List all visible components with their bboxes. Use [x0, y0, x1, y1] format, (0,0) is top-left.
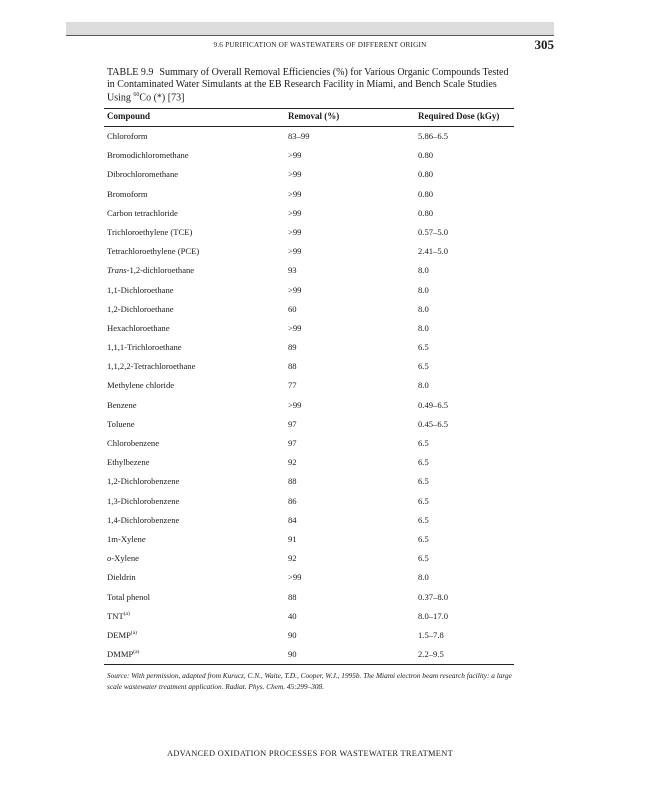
dose-cell: 8.0 [418, 265, 429, 276]
table-row [104, 244, 514, 263]
removal-cell: >99 [288, 188, 302, 199]
removal-cell: >99 [288, 399, 302, 410]
compound-cell [107, 476, 179, 486]
table-bottom-rule [104, 664, 514, 665]
table-row [104, 148, 514, 167]
compound-prefix: Trans [107, 265, 127, 276]
compound-name: Chlorobenzene [107, 438, 160, 448]
compound-cell [107, 342, 182, 352]
removal-cell: 91 [288, 533, 297, 544]
removal-cell: 90 [288, 649, 297, 660]
table-row [104, 494, 514, 513]
removal-cell: >99 [288, 207, 302, 218]
removal-cell: >99 [288, 169, 302, 180]
footnote-marker: (a) [133, 649, 140, 656]
compound-cell [107, 457, 149, 467]
dose-cell: 0.37–8.0 [418, 591, 449, 602]
compound-cell [107, 572, 136, 582]
dose-cell: 0.80 [418, 169, 434, 180]
compound-cell [107, 630, 137, 640]
compound-cell [107, 150, 189, 160]
table-row [104, 436, 514, 455]
compound-name: DEMP [107, 629, 131, 640]
table-row [104, 417, 514, 436]
table-row [104, 590, 514, 609]
isotope-mass: 60 [133, 92, 140, 98]
removal-cell: 93 [288, 265, 297, 276]
compound-name: Hexachloroethane [107, 322, 170, 333]
table-row [104, 321, 514, 340]
removal-cell: 92 [288, 553, 297, 564]
compound-cell [107, 380, 174, 390]
removal-cell: 83–99 [288, 131, 310, 141]
compound-cell [107, 400, 137, 410]
dose-cell: 6.5 [418, 553, 429, 564]
dose-cell: 6.5 [418, 361, 429, 372]
removal-cell: 89 [288, 342, 297, 353]
compound-name: Bromodichloromethane [107, 150, 189, 161]
table-row [104, 570, 514, 589]
dose-cell: 6.5 [418, 533, 429, 544]
compound-name: Benzene [107, 399, 137, 410]
running-footer: ADVANCED OXIDATION PROCESSES FOR WASTEWATER TREATMENT [166, 749, 453, 758]
compound-name: -Xylene [111, 553, 139, 564]
running-head: 9.6 PURIFICATION OF WASTEWATERS OF DIFFERENT ORIGIN [213, 41, 427, 49]
table-row [104, 378, 514, 397]
page-number: 305 [534, 37, 554, 52]
compound-cell [107, 534, 146, 544]
removal-cell: >99 [288, 572, 302, 583]
table-row [104, 225, 514, 244]
dose-cell: 6.5 [418, 476, 429, 487]
table-row [104, 283, 514, 302]
compound-name: Ethylbezene [107, 457, 150, 468]
compound-name: 1,1-Dichloroethane [107, 284, 174, 295]
dose-cell: 8.0 [418, 572, 429, 583]
compound-cell [107, 169, 178, 179]
table-row [104, 455, 514, 474]
compound-prefix: o [107, 553, 112, 564]
dose-cell: 1.5–7.8 [418, 629, 444, 640]
compound-name: 1,1,1-Trichloroethane [107, 342, 182, 353]
removal-cell: >99 [288, 150, 302, 161]
compound-name: Toluene [107, 418, 135, 429]
compound-cell [107, 438, 159, 448]
compound-name: 1,4-Dichlorobenzene [107, 514, 180, 525]
dose-cell: 0.80 [418, 188, 434, 199]
compound-name: Trichloroethylene (TCE) [107, 226, 193, 237]
compound-cell [107, 611, 130, 621]
removal-cell: 88 [288, 361, 297, 372]
dose-cell: 6.5 [418, 438, 429, 448]
compound-cell [107, 246, 199, 256]
compound-cell [107, 419, 135, 429]
dose-cell: 0.80 [418, 207, 434, 218]
removal-cell: 92 [288, 457, 297, 468]
compound-name: Bromoform [107, 188, 148, 199]
compound-cell [107, 189, 148, 199]
compound-name: -1,2-dichloroethane [126, 265, 195, 276]
removal-cell: >99 [288, 246, 302, 257]
compound-name: TNT [107, 610, 124, 621]
dose-cell: 8.0 [418, 284, 429, 295]
compound-cell [107, 131, 148, 141]
table-row [104, 628, 514, 647]
compound-cell [107, 304, 174, 314]
compound-cell [107, 649, 139, 659]
removal-cell: 97 [288, 418, 297, 429]
table-row [104, 129, 514, 148]
compound-name: DMMP [107, 649, 134, 660]
table-body [104, 129, 514, 666]
table-row [104, 187, 514, 206]
removal-cell: 88 [288, 591, 297, 602]
footnote-marker: (a) [123, 610, 130, 617]
removal-cell: 40 [288, 610, 297, 621]
compound-cell [107, 496, 179, 506]
dose-cell: 0.45–6.5 [418, 418, 449, 429]
removal-cell: 84 [288, 514, 297, 525]
dose-cell: 5.86–6.5 [418, 131, 449, 141]
table-row [104, 359, 514, 378]
dose-cell: 8.0 [418, 322, 429, 333]
removal-cell: >99 [288, 284, 302, 295]
source-note: Source: With permission, adapted from Kurucz, C.N., Waite, T.D., Cooper, W.J., 1995b. The Miami electron beam research facility: a large scale wastewater treatment application. Radiat. Phys. Chem. 45:299–308. [107, 671, 512, 691]
table-top-rule [104, 108, 514, 109]
dose-cell: 8.0–17.0 [418, 610, 449, 621]
table-header [104, 111, 514, 125]
dose-cell: 0.49–6.5 [418, 399, 449, 410]
compound-cell [107, 323, 170, 333]
dose-cell: 6.5 [418, 495, 429, 506]
dose-cell: 8.0 [418, 380, 429, 391]
removal-cell: 97 [288, 438, 297, 448]
dose-cell: 6.5 [418, 457, 429, 468]
compound-cell [107, 361, 195, 371]
compound-name: 1,2-Dichloroethane [107, 303, 174, 314]
table-row [104, 551, 514, 570]
removal-cell: 77 [288, 380, 297, 391]
table-header-rule [104, 126, 514, 127]
compound-name: 1,2-Dichlorobenzene [107, 476, 180, 487]
compound-name: Carbon tetrachloride [107, 207, 178, 218]
removal-cell: 86 [288, 495, 297, 506]
compound-name: Dieldrin [107, 572, 136, 583]
caption-text-end: Co (*) [73] [139, 92, 185, 104]
header-compound: Compound [107, 111, 151, 121]
dose-cell: 8.0 [418, 303, 429, 314]
compound-name: 1,3-Dichlorobenzene [107, 495, 180, 506]
compound-name: 1,1,2,2-Tetrachloroethane [107, 361, 196, 372]
compound-cell [107, 285, 174, 295]
header-removal: Removal (%) [288, 111, 340, 121]
removal-cell: 60 [288, 303, 297, 314]
compound-name: 1m-Xylene [107, 533, 146, 544]
table-row [104, 474, 514, 493]
dose-cell: 0.80 [418, 150, 434, 161]
table-row [104, 302, 514, 321]
compound-cell [107, 592, 150, 602]
table-label: TABLE 9.9 [107, 67, 154, 78]
table-row [104, 513, 514, 532]
compound-cell [107, 553, 139, 563]
header-rule [66, 35, 554, 36]
caption-text: Summary of Overall Removal Efficiencies (%) for Various Organic Compounds Tested in Contaminated Water Simulants at the EB Research Facility in Miami, and Bench Scale Studies Using [107, 67, 509, 104]
header-dose: Required Dose (kGy) [418, 111, 500, 121]
table-row [104, 206, 514, 225]
dose-cell: 0.57–5.0 [418, 226, 449, 237]
compound-name: Methylene chloride [107, 380, 175, 391]
removal-cell: >99 [288, 322, 302, 333]
table-row [104, 167, 514, 186]
compound-name: Total phenol [107, 591, 151, 602]
footnote-marker: (a) [130, 630, 137, 637]
compound-name: Chloroform [107, 131, 148, 141]
dose-cell: 6.5 [418, 514, 429, 525]
table-row [104, 609, 514, 628]
table-caption [107, 67, 517, 104]
table-row [104, 398, 514, 417]
table-row [104, 532, 514, 551]
table-row [104, 263, 514, 282]
header-band [66, 22, 554, 35]
compound-cell [107, 515, 179, 525]
compound-cell [107, 208, 178, 218]
compound-name: Tetrachloroethylene (PCE) [107, 246, 200, 257]
removal-cell: 88 [288, 476, 297, 487]
removal-cell: >99 [288, 226, 302, 237]
dose-cell: 2.2–9.5 [418, 649, 444, 660]
removal-cell: 90 [288, 629, 297, 640]
dose-cell: 2.41–5.0 [418, 246, 449, 257]
table-row [104, 340, 514, 359]
compound-cell [107, 265, 194, 275]
compound-cell [107, 227, 192, 237]
compound-name: Dibrochloromethane [107, 169, 179, 180]
dose-cell: 6.5 [418, 342, 429, 353]
